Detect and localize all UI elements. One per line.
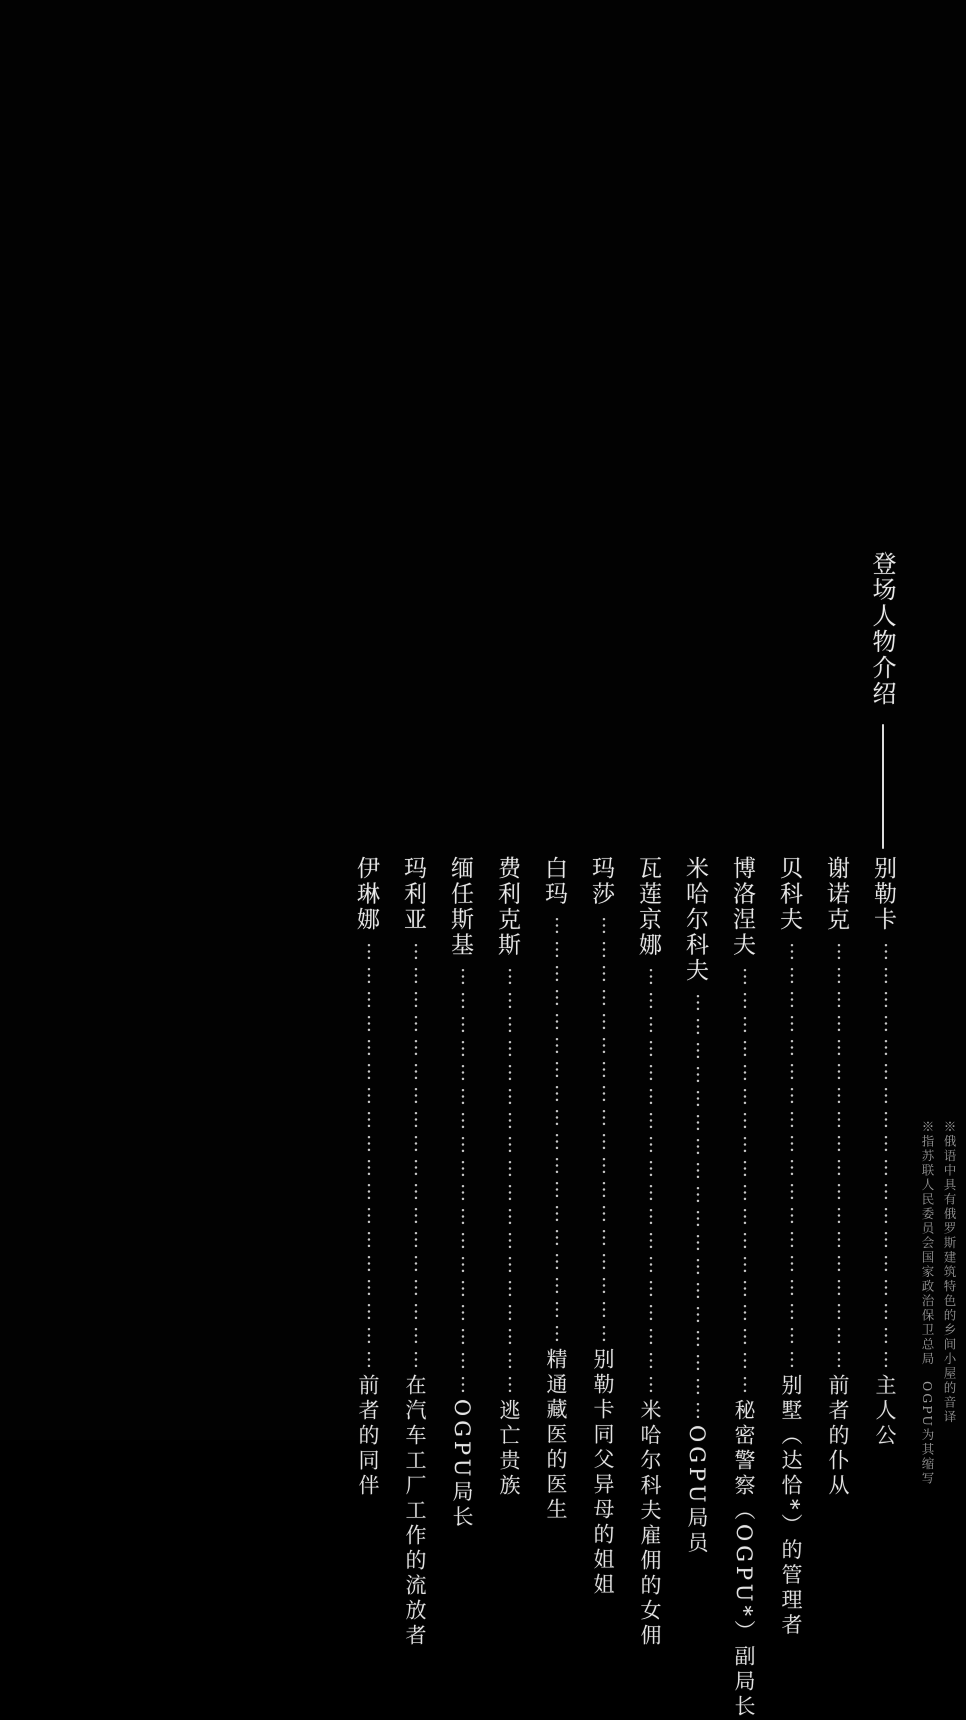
- character-desc: OGPU局长: [450, 1399, 474, 1531]
- character-desc: 在汽车工厂工作的流放者: [403, 1373, 427, 1649]
- footnote-ogpu: ※指苏联人民委员会国家政治保卫总局 OGPU为其缩写: [920, 1120, 935, 1486]
- character-name: 玛莎: [588, 856, 614, 907]
- entry-head: [585, 856, 618, 1348]
- leader-dots: ………………………………………………: [645, 967, 667, 1399]
- entry-head: [726, 856, 759, 1399]
- title-block: [865, 551, 900, 849]
- character-desc: 精通藏医的医生: [544, 1348, 568, 1523]
- character-desc: 别勒卡同父异母的姐姐: [591, 1348, 615, 1598]
- entry-head: [491, 856, 524, 1399]
- character-name: 瓦莲京娜: [635, 856, 661, 958]
- character-list: [350, 856, 902, 1720]
- character-entry: [585, 856, 620, 1598]
- leader-dots: ………………………………………………: [833, 941, 855, 1374]
- character-name: 贝科夫: [776, 856, 802, 933]
- character-entry: [538, 856, 573, 1523]
- entry-head: [444, 856, 477, 1399]
- character-desc: OGPU局员: [685, 1424, 709, 1556]
- character-entry: [726, 856, 761, 1720]
- character-entry: [867, 856, 902, 1449]
- entry-head: [773, 856, 806, 1374]
- leader-dots: ………………………………………………: [692, 992, 714, 1425]
- character-entry: [444, 856, 479, 1531]
- character-name: 费利克斯: [494, 856, 520, 958]
- character-entry: [820, 856, 855, 1499]
- entry-head: [397, 856, 430, 1374]
- leader-dots: ………………………………………………: [457, 967, 479, 1399]
- character-desc: 主人公: [873, 1373, 897, 1449]
- character-name: 米哈尔科夫: [682, 856, 708, 984]
- leader-dots: ………………………………………………: [880, 941, 902, 1374]
- title-rule: [882, 724, 884, 849]
- character-entry: [491, 856, 526, 1499]
- character-desc: 米哈尔科夫雇佣的女佣: [638, 1399, 662, 1649]
- leader-dots: ………………………………………………: [739, 967, 761, 1399]
- leader-dots: ………………………………………………: [598, 916, 620, 1348]
- character-desc: 前者的仆从: [826, 1373, 850, 1499]
- entry-head: [679, 856, 712, 1425]
- character-name: 伊琳娜: [353, 856, 379, 933]
- entry-head: [538, 856, 571, 1348]
- leader-dots: ………………………………………………: [786, 941, 808, 1374]
- character-name: 别勒卡: [870, 856, 896, 933]
- leader-dots: ………………………………………………: [551, 916, 573, 1348]
- footnote-dacha: ※俄语中具有俄罗斯建筑特色的乡间小屋的音译: [942, 1120, 957, 1425]
- entry-head: [632, 856, 665, 1399]
- character-entry: [350, 856, 385, 1499]
- character-entry: [632, 856, 667, 1649]
- entry-head: [867, 856, 900, 1374]
- character-desc: 逃亡贵族: [497, 1399, 521, 1499]
- character-entry: [679, 856, 714, 1556]
- character-name: 博洛涅夫: [729, 856, 755, 958]
- character-name: 玛利亚: [400, 856, 426, 933]
- entry-head: [820, 856, 853, 1374]
- character-entry: [397, 856, 432, 1649]
- entry-head: [350, 856, 383, 1374]
- character-name: 谢诺克: [823, 856, 849, 933]
- character-desc: 秘密警察（OGPU*）副局长: [732, 1399, 756, 1720]
- page-title: 登场人物介绍: [868, 551, 896, 707]
- leader-dots: ………………………………………………: [410, 941, 432, 1374]
- character-name: 白玛: [541, 856, 567, 907]
- character-desc: 前者的同伴: [356, 1373, 380, 1499]
- character-entry: [773, 856, 808, 1638]
- leader-dots: ………………………………………………: [504, 967, 526, 1399]
- character-desc: 别墅（达恰*）的管理者: [779, 1373, 803, 1638]
- leader-dots: ………………………………………………: [363, 941, 385, 1374]
- footnote-list: [918, 1120, 958, 1486]
- character-name: 缅任斯基: [447, 856, 473, 958]
